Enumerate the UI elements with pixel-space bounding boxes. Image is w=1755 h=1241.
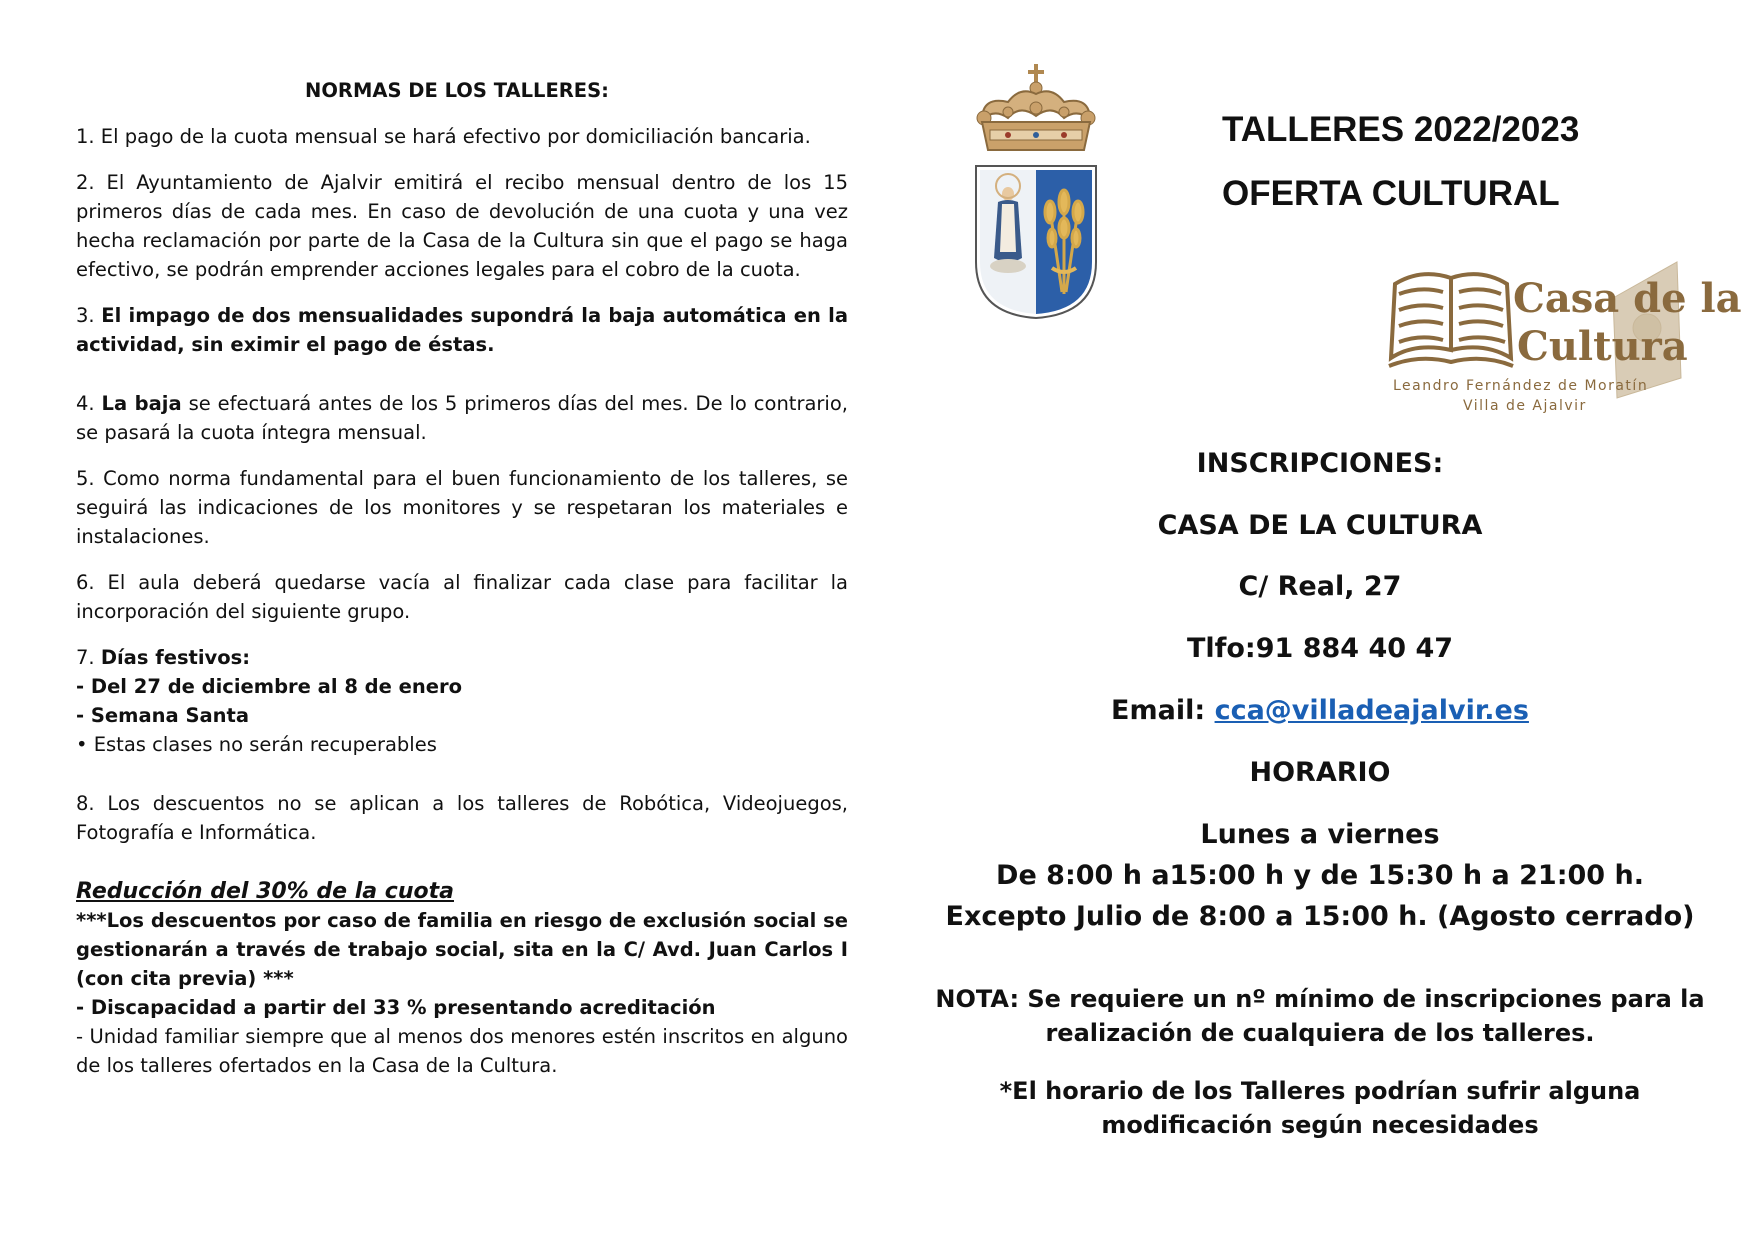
norma-3-prefix: 3. <box>76 304 102 327</box>
festivo-semana-santa <box>76 701 848 730</box>
ajalvir-crest-icon <box>968 62 1104 320</box>
horario-heading: HORARIO <box>1249 757 1391 788</box>
horario-horas: De 8:00 h a15:00 h y de 15:30 h a 21:00 h. <box>996 860 1644 891</box>
norma-7-bold: Días festivos: <box>100 646 251 669</box>
normas-title: NORMAS DE LOS TALLERES: <box>305 79 609 102</box>
norma-2: 2. El Ayuntamiento de Ajalvir emitirá el recibo mensual dentro de los 15 primeros días de cada mes. En caso de devolución de una cuota y una vez hecha reclamación por parte de la Casa de la Cultura sin que el pago se haga efectivo, se podrán emprender acciones legales para el cobro de la cuota. <box>76 171 848 281</box>
normas-column <box>76 76 848 1080</box>
descuento-unidad-familiar: - Unidad familiar siempre que al menos dos menores estén inscritos en alguno de los talleres ofertados en la Casa de la Cultura. <box>76 1025 848 1077</box>
horario-excepto: Excepto Julio de 8:00 a 15:00 h. (Agosto cerrado) <box>945 901 1695 932</box>
logo-line1: Casa de la <box>1513 275 1742 322</box>
descuento-exclusion-text: ***Los descuentos por caso de familia en riesgo de exclusión social se gestionarán a través de trabajo social, sita en la C/ Avd. Juan Carlos I (con cita previa) *** <box>76 909 848 990</box>
telefono: Tlfo:91 884 40 47 <box>1186 633 1454 664</box>
logo-sub2: Villa de Ajalvir <box>1463 398 1587 414</box>
oferta-cultural-title: OFERTA CULTURAL <box>1222 174 1560 213</box>
festivo-nota: • Estas clases no serán recuperables <box>76 733 437 756</box>
festivo-navidad <box>76 672 848 701</box>
logo-line2: Cultura <box>1517 323 1688 370</box>
norma-6: 6. El aula deberá quedarse vacía al finalizar cada clase para facilitar la incorporación del siguiente grupo. <box>76 571 848 623</box>
norma-7-prefix: 7. <box>76 646 101 669</box>
casa-cultura-name: CASA DE LA CULTURA <box>1157 510 1483 541</box>
open-book-icon <box>1389 274 1513 366</box>
norma-1: 1. El pago de la cuota mensual se hará efectivo por domiciliación bancaria. <box>76 125 811 148</box>
email-label: Email: <box>1111 695 1215 726</box>
nota-modificacion-horario: *El horario de los Talleres podrían sufrir alguna modificación según necesidades <box>999 1077 1641 1139</box>
norma-7 <box>76 643 848 672</box>
email-row <box>920 695 1720 726</box>
horario-dias: Lunes a viernes <box>1200 819 1440 850</box>
norma-8: 8. Los descuentos no se aplican a los talleres de Robótica, Videojuegos, Fotografía e Informática. <box>76 792 848 844</box>
norma-4-rest: se efectuará antes de los 5 primeros días del mes. De lo contrario, se pasará la cuota íntegra mensual. <box>76 392 848 444</box>
direccion: C/ Real, 27 <box>1238 571 1402 602</box>
festivo-semana-santa-text: - Semana Santa <box>76 704 250 727</box>
norma-3-bold: El impago de dos mensualidades supondrá la baja automática en la actividad, sin eximir el pago de éstas. <box>76 304 848 356</box>
norma-4-prefix: 4. <box>76 392 102 415</box>
logo-sub1: Leandro Fernández de Moratín <box>1393 378 1649 394</box>
descuento-exclusion <box>76 906 848 993</box>
email-link[interactable]: cca@villadeajalvir.es <box>1214 695 1529 726</box>
descuento-discapacidad-text: - Discapacidad a partir del 33 % presentando acreditación <box>76 996 716 1019</box>
inscripciones-heading: INSCRIPCIONES: <box>1196 448 1444 479</box>
norma-4 <box>76 389 848 447</box>
descuento-discapacidad <box>76 993 848 1022</box>
norma-5: 5. Como norma fundamental para el buen funcionamiento de los talleres, se seguirá las indicaciones de los monitores y se respetaran los materiales e instalaciones. <box>76 467 848 548</box>
norma-4-bold: La baja <box>101 392 182 415</box>
talleres-title: TALLERES 2022/2023 <box>1222 110 1580 149</box>
descuentos-title: Reducción del 30% de la cuota <box>76 879 454 904</box>
festivo-navidad-text: - Del 27 de diciembre al 8 de enero <box>76 675 462 698</box>
casa-cultura-logo <box>1385 258 1742 418</box>
norma-3 <box>76 301 848 359</box>
nota-minimo-inscripciones: NOTA: Se requiere un nº mínimo de inscripciones para la realización de cualquiera de los talleres. <box>935 985 1705 1047</box>
